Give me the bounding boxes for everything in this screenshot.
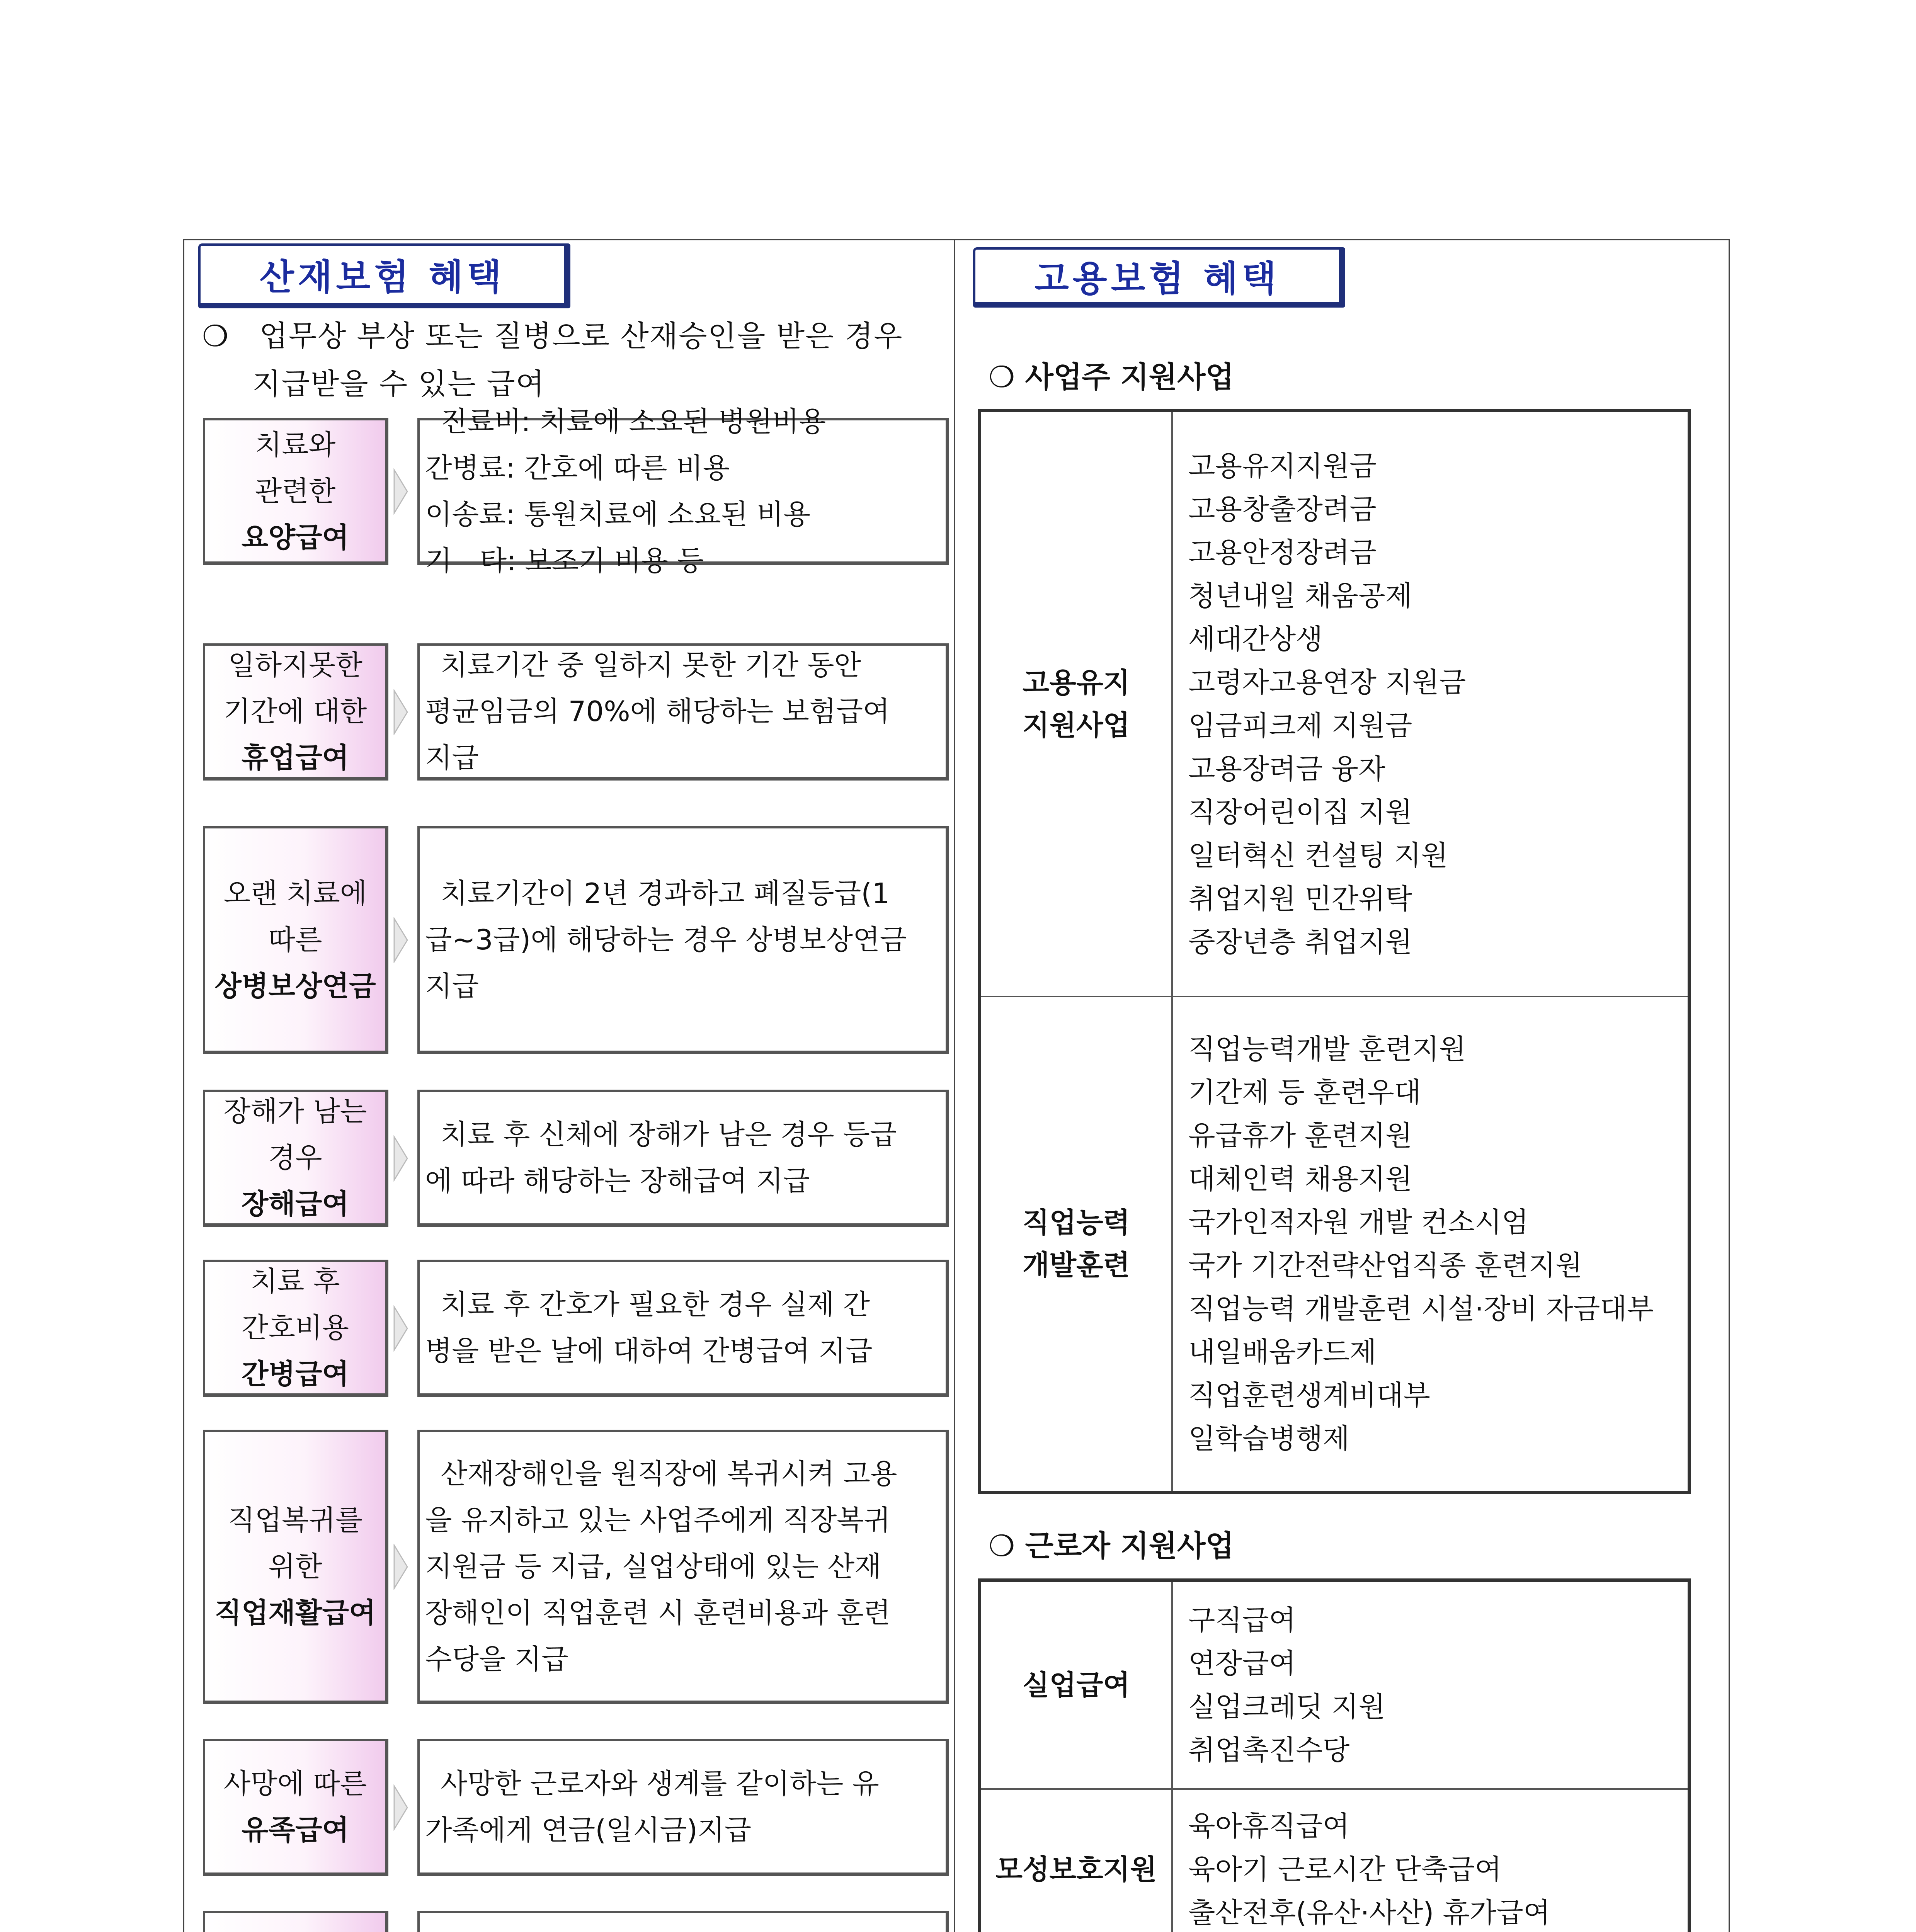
benefit-label-line: 치료 후 (250, 1265, 340, 1298)
support-item: 국가인적자원 개발 컨소시엄 (1188, 1206, 1529, 1239)
benefit-description-line: 병을 받은 날에 대하여 간병급여 지급 (425, 1335, 873, 1367)
support-item: 취업지원 민간위탁 (1188, 882, 1412, 915)
support-item: 청년내일 채움공제 (1188, 579, 1412, 612)
support-item: 육아기 근로시간 단축급여 (1188, 1853, 1502, 1886)
benefit-label-line: 기간에 대한 (223, 695, 367, 728)
items-cell (1172, 997, 1690, 1493)
support-item: 출산전후(유산·사산) 휴가급여 (1188, 1896, 1550, 1929)
benefit-label (203, 1911, 388, 1932)
benefit-description-line: 지급 (425, 969, 479, 1002)
support-item: 대체인력 채용지원 (1188, 1163, 1412, 1196)
items-cell (1172, 411, 1690, 997)
benefit-description-line: 가족에게 연금(일시금)지급 (425, 1814, 752, 1846)
benefit-description (417, 643, 949, 781)
benefit-description-line: 사망한 근로자와 생계를 같이하는 유 (441, 1767, 879, 1800)
benefit-name: 상병보상연금 (214, 969, 376, 1002)
support-item: 구직급여 (1188, 1604, 1296, 1636)
circle-bullet-icon: ❍ (989, 1529, 1025, 1563)
benefit-label-line: 오랜 치료에 (223, 877, 367, 910)
benefit-description-line: 치료 후 신체에 장해가 남은 경우 등급 (441, 1118, 897, 1151)
benefit-description-line: 장해인이 직업훈련 시 훈련비용과 훈련 (425, 1596, 891, 1629)
support-item: 내일배움카드제 (1188, 1336, 1377, 1369)
arrow-right-icon (393, 689, 408, 735)
right-title: 고용보험 혜택 (973, 247, 1345, 308)
support-item: 직업능력 개발훈련 시설·장비 자금대부 (1188, 1293, 1654, 1325)
support-item: 고용안정장려금 (1188, 536, 1377, 569)
benefit-name: 유족급여 (241, 1814, 349, 1846)
table-row (980, 997, 1690, 1493)
benefit-description-line: 급~3급)에 해당하는 경우 상병보상연금 (425, 923, 907, 956)
benefit-description-line: 치료기간 중 일하지 못한 기간 동안 (441, 649, 861, 681)
benefit-label-line: 위한 (268, 1550, 322, 1583)
support-item: 고용창출장려금 (1188, 493, 1377, 526)
benefit-name: 장해급여 (241, 1188, 349, 1220)
support-item: 직업훈련생계비대부 (1188, 1379, 1430, 1412)
table-row (980, 1580, 1690, 1789)
benefit-label (203, 826, 388, 1054)
section-worker: ❍ 근로자 지원사업 (989, 1529, 1234, 1563)
support-item: 일터혁신 컨설팅 지원 (1188, 839, 1448, 872)
benefit-description (417, 1430, 949, 1704)
support-item: 직장어린이집 지원 (1188, 796, 1412, 828)
arrow-right-icon (393, 468, 408, 515)
benefit-description (417, 1090, 949, 1227)
category-cell: 실업급여 (980, 1580, 1172, 1789)
support-item: 임금피크제 지원금 (1188, 709, 1412, 742)
benefit-label-line: 관련한 (255, 474, 336, 507)
category-cell: 고용유지 지원사업 (980, 411, 1172, 997)
benefit-label (203, 418, 388, 565)
benefit-description-line: 진료비: 치료에 소요된 병원비용 (441, 405, 826, 438)
column-divider (954, 239, 955, 1932)
support-item: 연장급여 (1188, 1647, 1296, 1680)
support-item: 유급휴가 훈련지원 (1188, 1119, 1412, 1152)
support-item: 고용장려금 융자 (1188, 752, 1385, 785)
benefit-description-line: 치료 후 간호가 필요한 경우 실제 간 (441, 1288, 870, 1321)
employer-support-table (978, 409, 1691, 1494)
worker-support-table (978, 1578, 1691, 1932)
benefit-label (203, 1090, 388, 1227)
benefit-label-line: 치료와 (255, 428, 336, 461)
benefit-label-line (224, 1930, 367, 1932)
arrow-right-icon (393, 917, 408, 963)
benefit-name: 간병급여 (241, 1358, 349, 1390)
support-item: 육아휴직급여 (1188, 1810, 1350, 1843)
benefit-description-line: 이송료: 통원치료에 소요된 비용 (425, 498, 811, 531)
category-cell: 직업능력 개발훈련 (980, 997, 1172, 1493)
support-item: 취업촉진수당 (1188, 1733, 1350, 1766)
left-title: 산재보험 혜택 (198, 243, 570, 308)
benefit-description-line: 산재장해인을 원직장에 복귀시켜 고용 (441, 1457, 897, 1490)
benefit-description (417, 405, 949, 577)
benefit-name: 요양급여 (241, 521, 349, 554)
support-item: 일학습병행제 (1188, 1422, 1350, 1455)
table-row (980, 1789, 1690, 1932)
left-intro (202, 312, 944, 408)
circle-bullet-icon: ❍ (989, 360, 1025, 394)
arrow-right-icon (393, 1544, 408, 1590)
intro-line-1: ❍ 업무상 부상 또는 질병으로 산재승인을 받은 경우 (202, 319, 903, 353)
support-item: 실업크레딧 지원 (1188, 1690, 1385, 1723)
benefit-label-line: 장해가 남는 (223, 1095, 367, 1128)
arrow-right-icon (393, 1305, 408, 1352)
table-row (980, 411, 1690, 997)
benefit-description (417, 826, 949, 1054)
benefit-label-line: 직업복귀를 (228, 1503, 362, 1536)
benefit-description-line: 수당을 지급 (425, 1643, 568, 1675)
benefit-label (203, 1430, 388, 1704)
arrow-right-icon (393, 1784, 408, 1831)
support-item: 세대간상생 (1188, 622, 1323, 655)
benefit-description (417, 1260, 949, 1397)
circle-bullet-icon: ❍ (202, 319, 260, 353)
benefit-label-line: 일하지못한 (228, 649, 362, 681)
benefit-label (203, 643, 388, 781)
benefit-description (417, 1739, 949, 1876)
category-cell: 모성보호지원 (980, 1789, 1172, 1932)
benefit-label-line: 따른 (268, 923, 322, 956)
arrow-right-icon (393, 1135, 408, 1182)
support-item: 고용유지지원금 (1188, 449, 1377, 482)
benefit-description-line: 평균임금의 70%에 해당하는 보험급여 (425, 695, 890, 728)
support-item: 국가 기간전략산업직종 훈련지원 (1188, 1249, 1582, 1282)
benefit-description-line: 에 따라 해당하는 장해급여 지급 (425, 1165, 810, 1197)
benefit-label (203, 1739, 388, 1876)
benefit-description-line: 치료기간이 2년 경과하고 폐질등급(1 (441, 877, 890, 910)
items-cell (1172, 1580, 1690, 1789)
benefit-description-line: 지급 (425, 742, 479, 774)
benefit-label-line: 간호비용 (241, 1311, 349, 1344)
benefit-description (417, 1911, 949, 1932)
benefit-label (203, 1260, 388, 1397)
benefit-name: 휴업급여 (241, 742, 349, 774)
section-employer: ❍ 사업주 지원사업 (989, 360, 1234, 394)
benefit-description-line: 지원금 등 지급, 실업상태에 있는 산재 (425, 1550, 881, 1583)
support-item: 직업능력개발 훈련지원 (1188, 1033, 1466, 1066)
benefit-label-line: 경우 (268, 1141, 322, 1174)
benefit-label-line: 사망에 따른 (223, 1767, 367, 1800)
benefit-description-line: 간병료: 간호에 따른 비용 (425, 451, 730, 484)
items-cell (1172, 1789, 1690, 1932)
benefit-description-line: 기 타: 보조기 비용 등 (425, 544, 704, 577)
intro-line-2: 지급받을 수 있는 급여 (252, 367, 545, 401)
benefit-description-line: 을 유지하고 있는 사업주에게 직장복귀 (425, 1503, 891, 1536)
support-item: 고령자고용연장 지원금 (1188, 666, 1466, 699)
support-item: 기간제 등 훈련우대 (1188, 1076, 1421, 1109)
benefit-name: 직업재활급여 (214, 1596, 376, 1629)
support-item: 중장년층 취업지원 (1188, 925, 1412, 958)
